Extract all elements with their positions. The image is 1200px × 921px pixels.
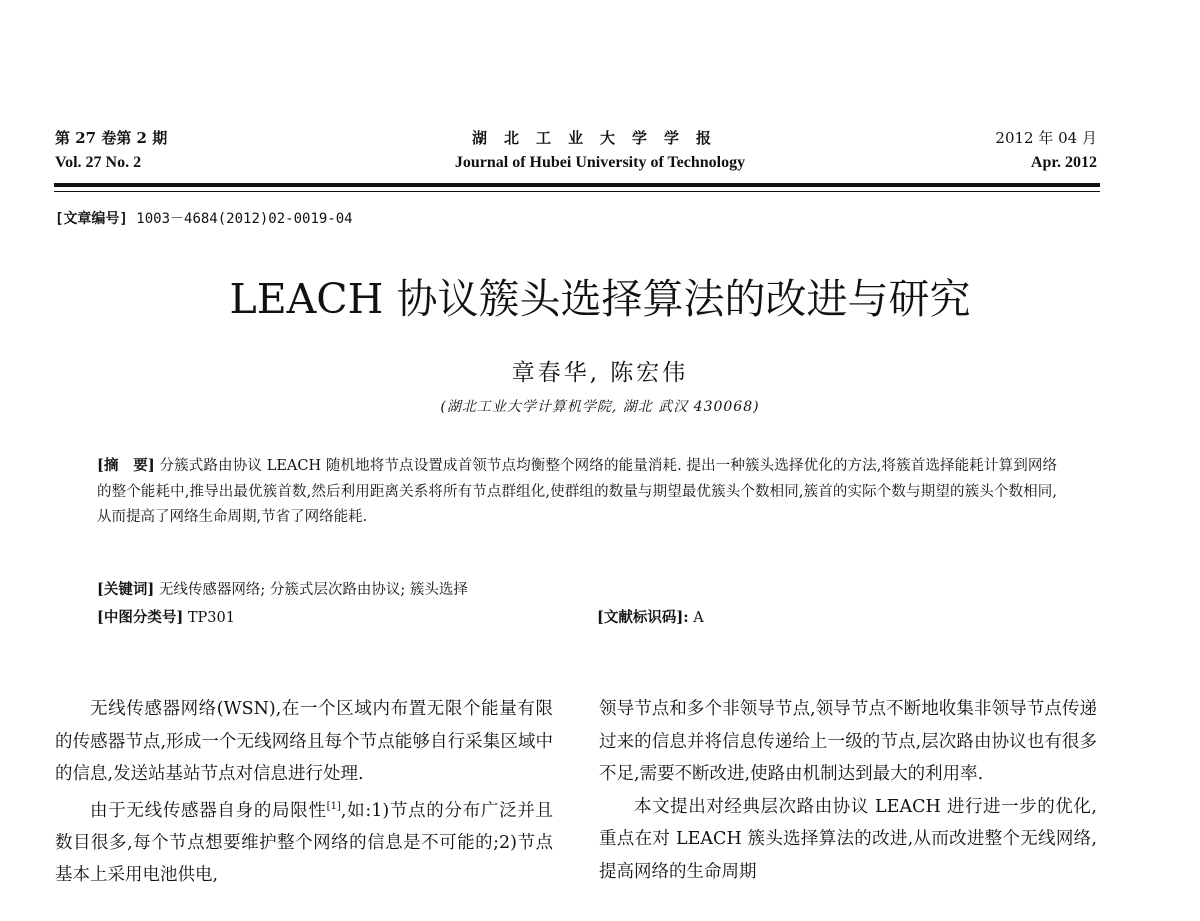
- paper-title: LEACH 协议簇头选择算法的改进与研究: [229, 275, 971, 323]
- citation-ref: [1]: [326, 800, 341, 812]
- affiliation: (湖北工业大学计算机学院, 湖北 武汉 430068): [440, 399, 760, 415]
- document-code-value: A: [693, 610, 704, 626]
- body-paragraph: 无线传感器网络(WSN),在一个区域内布置无限个能量有限的传感器节点,形成一个无线网络且每个节点能够自行采集区域中的信息,发送站基站节点对信息进行处理.: [55, 699, 553, 784]
- date-en: Apr. 2012: [1030, 154, 1097, 171]
- header-rule-thick: [54, 183, 1100, 187]
- classification-label: [中图分类号]: [97, 609, 184, 626]
- body-right-column: [599, 693, 1097, 888]
- abstract-label: [摘 要]: [97, 457, 155, 474]
- article-number: [55, 208, 353, 228]
- body-left-column: [55, 693, 553, 892]
- body-text: 由于无线传感器自身的局限性: [90, 800, 327, 821]
- date-cn: 2012 年 04 月: [995, 129, 1097, 147]
- article-number-label: [文章编号]: [55, 211, 128, 227]
- journal-name-cn: 湖北工业大学学报: [471, 129, 728, 147]
- body-paragraph: 本文提出对经典层次路由协议 LEACH 进行进一步的优化,重点在对 LEACH 簇头选择算法的改进,从而改进整个无线网络,提高网络的生命周期: [599, 796, 1097, 882]
- journal-name-en: Journal of Hubei University of Technology: [454, 154, 746, 171]
- volume-issue-cn: 第 27 卷第 2 期: [55, 129, 168, 147]
- header-rule-thin: [54, 191, 1100, 192]
- keywords-text: 无线传感器网络; 分簇式层次路由协议; 簇头选择: [158, 582, 468, 598]
- authors: 章春华, 陈宏伟: [511, 360, 689, 386]
- keywords-label: [关键词]: [97, 581, 155, 598]
- classification-value: TP301: [187, 610, 235, 626]
- article-number-value: 1003－4684(2012)02-0019-04: [136, 211, 353, 227]
- body-paragraph: [55, 791, 553, 892]
- abstract: [97, 453, 1057, 531]
- body-text: ,如:1)节点的分布广泛并且数目很多,每个节点想要维护整个网络的信息是不可能的;2)节点基本上采用电池供电,: [55, 800, 554, 886]
- keywords: [97, 578, 468, 599]
- document-code: [597, 606, 704, 627]
- document-code-label: [文献标识码]:: [597, 609, 689, 626]
- volume-issue-en: Vol. 27 No. 2: [55, 154, 142, 171]
- classification: [97, 606, 235, 627]
- abstract-text: 分簇式路由协议 LEACH 随机地将节点设置成首领节点均衡整个网络的能量消耗. 提出一种簇头选择优化的方法,将簇首选择能耗计算到网络的整个能耗中,推导出最优簇首数,然后利用距离关系将所有节点群组化,使群组的数量与期望最优簇头个数相同,簇首的实际个数与期望的簇头个数相同,从而提高了网络生命周期,节省了网络能耗.: [97, 458, 1057, 525]
- body-paragraph: 领导节点和多个非领导节点,领导节点不断地收集非领导节点传递过来的信息并将信息传递给上一级的节点,层次路由协议也有很多不足,需要不断改进,使路由机制达到最大的利用率.: [599, 699, 1097, 784]
